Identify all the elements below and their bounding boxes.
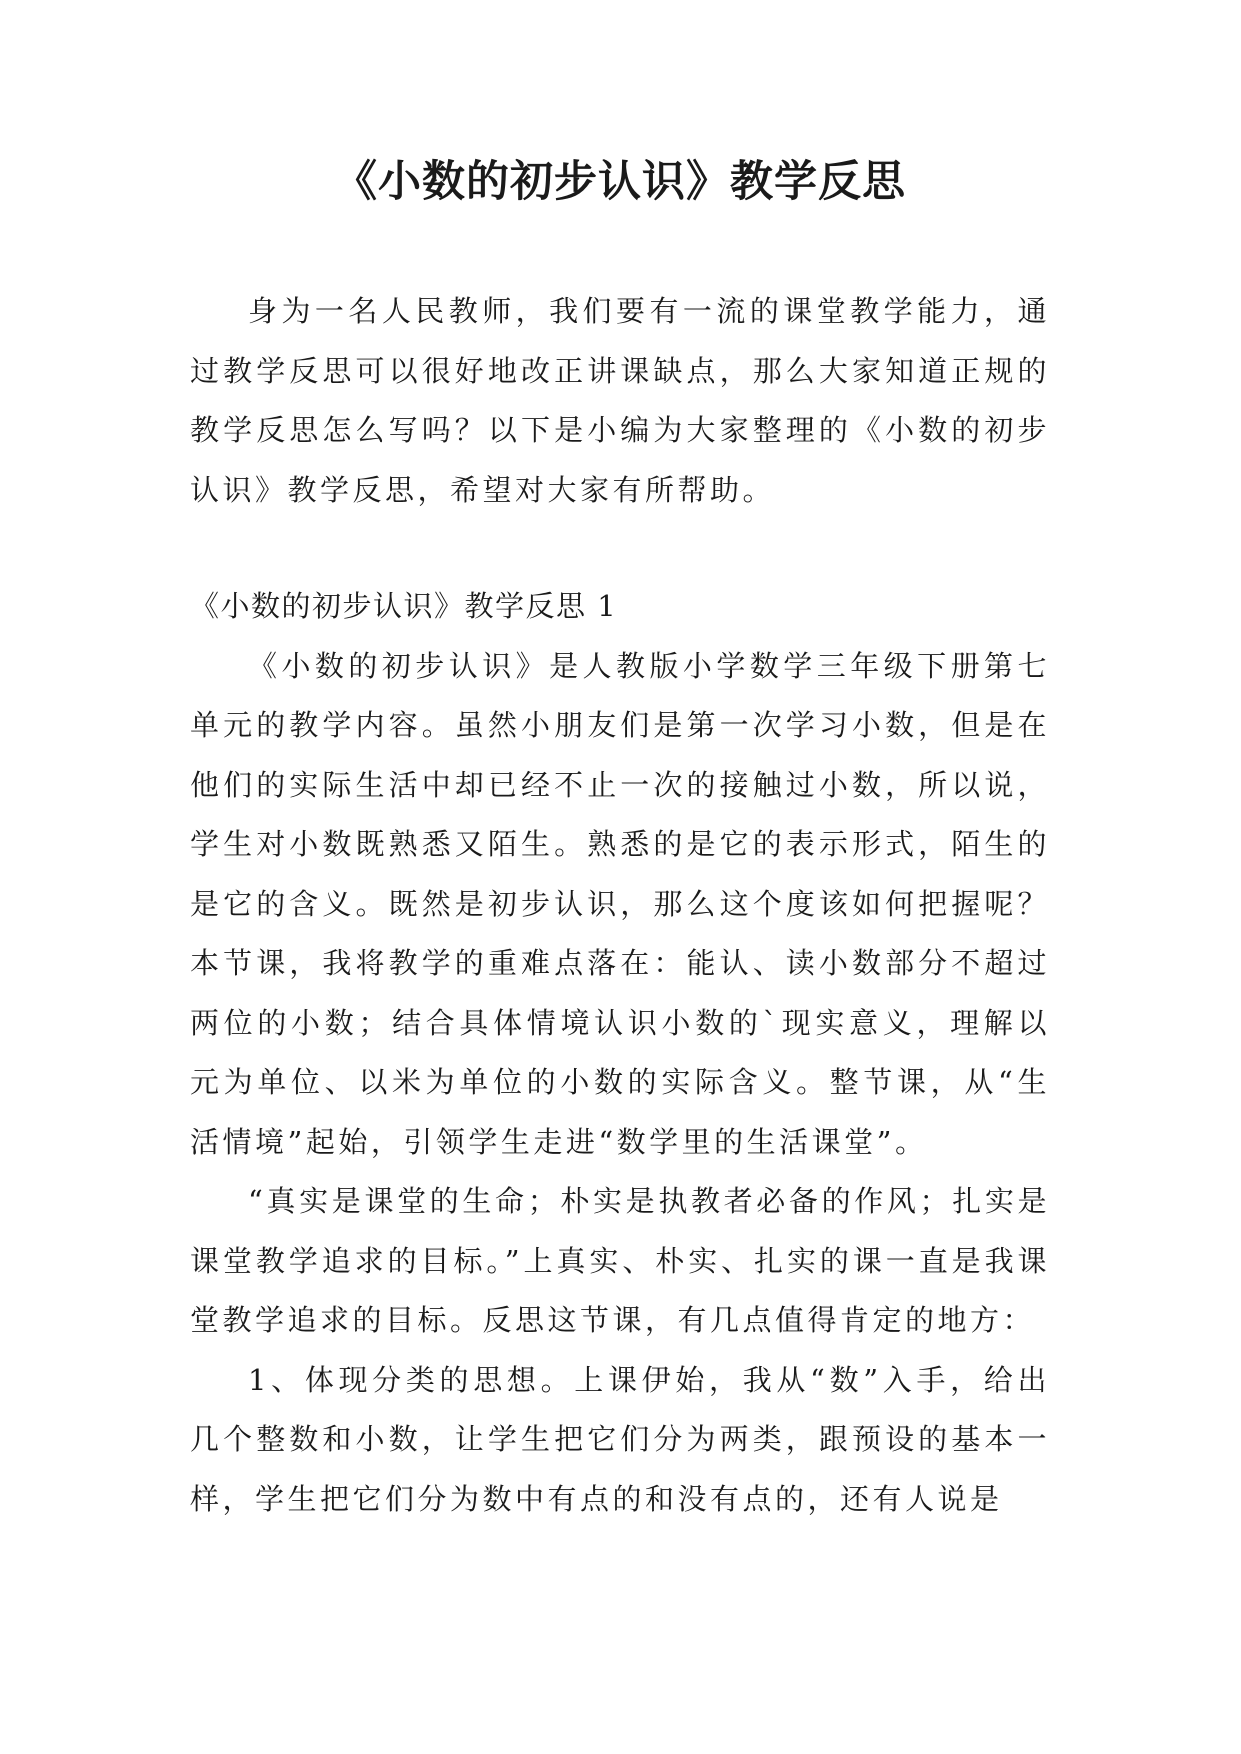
body-paragraph: 《小数的初步认识》是人教版小学数学三年级下册第七单元的教学内容。虽然小朋友们是第一次学习小数，但是在他们的实际生活中却已经不止一次的接触过小数，所以说，学生对小数既熟悉又陌生。熟悉的是它的表示形式，陌生的是它的含义。既然是初步认识，那么这个度该如何把握呢？本节课，我将教学的重难点落在：能认、读小数部分不超过两位的小数；结合具体情境认识小数的`现实意义，理解以元为单位、以米为单位的小数的实际含义。整节课，从“生活情境”起始，引领学生走进“数学里的生活课堂”。 [190,648,1050,1159]
intro-block [190,282,1050,520]
section-1 [190,577,1050,1529]
document-title: 《小数的初步认识》教学反思 [334,157,906,207]
body-paragraph: “真实是课堂的生命；朴实是执教者必备的作风；扎实是课堂教学追求的目标。”上真实、朴实、扎实的课一直是我课堂教学追求的目标。反思这节课，有几点值得肯定的地方： [190,1184,1050,1337]
body-paragraph: 1、体现分类的思想。上课伊始，我从“数”入手，给出几个整数和小数，让学生把它们分为两类，跟预设的基本一样，学生把它们分为数中有点的和没有点的，还有人说是 [190,1362,1050,1516]
section-heading: 《小数的初步认识》教学反思 1 [190,589,618,623]
intro-paragraph: 身为一名人民教师，我们要有一流的课堂教学能力，通过教学反思可以很好地改正讲课缺点，那么大家知道正规的教学反思怎么写吗？以下是小编为大家整理的《小数的初步认识》教学反思，希望对大家有所帮助。 [190,294,1050,507]
